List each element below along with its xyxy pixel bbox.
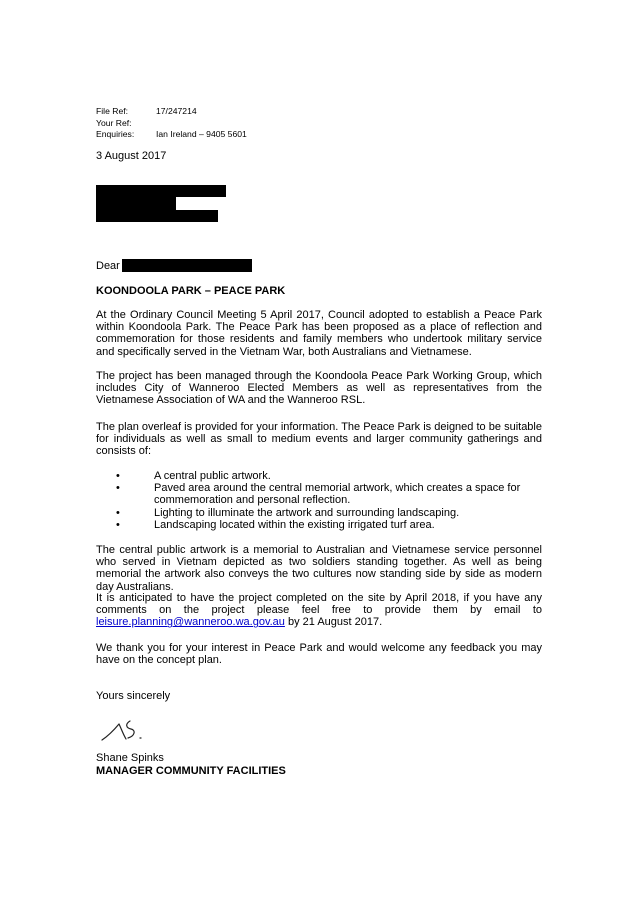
list-item xyxy=(96,507,542,519)
your-ref-label: Your Ref: xyxy=(96,117,132,128)
redacted-address-line-1 xyxy=(96,185,226,197)
salutation: Dear xyxy=(96,260,120,272)
bullet-icon: • xyxy=(116,506,120,519)
reference-block xyxy=(96,106,247,141)
signature-image xyxy=(100,712,160,746)
file-ref-row xyxy=(96,106,247,118)
list-item xyxy=(96,482,542,506)
paragraph-thanks: We thank you for your interest in Peace Park and would welcome any feedback you may have on the concept plan. xyxy=(96,642,542,667)
letter-heading: KOONDOOLA PARK – PEACE PARK xyxy=(96,285,286,297)
closing-phrase: Yours sincerely xyxy=(96,690,171,702)
completion-text: It is anticipated to have the project completed on the site by April 2018, if you have any comments on the project please feel free to provide them by email to xyxy=(96,592,542,617)
list-item-text: Paved area around the central memorial artwork, which creates a space for commemoration and personal reflection. xyxy=(154,482,521,507)
your-ref-row xyxy=(96,118,247,130)
paragraph-artwork: The central public artwork is a memorial to Australian and Vietnamese service personnel who served in Vietnam depicted as two soldiers standing together. As well as being memorial the artwork also conveys the two cultures now standing side by side as modern day Australians. xyxy=(96,544,542,593)
enquiries-value: Ian Ireland – 9405 5601 xyxy=(156,129,247,139)
list-item xyxy=(96,519,542,531)
enquiries-row xyxy=(96,129,247,141)
enquiries-label: Enquiries: xyxy=(96,129,135,139)
file-ref-label: File Ref: xyxy=(96,106,128,116)
feedback-email-link[interactable]: leisure.planning@wanneroo.wa.gov.au xyxy=(96,616,285,629)
list-item-text: Landscaping located within the existing irrigated turf area. xyxy=(154,518,435,531)
letter-date: 3 August 2017 xyxy=(96,150,167,162)
signer-title: MANAGER COMMUNITY FACILITIES xyxy=(96,765,286,777)
features-list xyxy=(96,470,542,531)
deadline-text: by 21 August 2017. xyxy=(287,616,383,629)
paragraph-plan: The plan overleaf is provided for your information. The Peace Park is deigned to be suitable for individuals as well as small to medium events and larger community gatherings and consists of: xyxy=(96,421,542,458)
paragraph-working-group: The project has been managed through the Koondoola Peace Park Working Group, which includes City of Wanneroo Elected Members as well as representatives from the Vietnamese Association of WA and the Wanneroo RSL. xyxy=(96,370,542,407)
list-item xyxy=(96,470,542,482)
list-item-text: Lighting to illuminate the artwork and surrounding landscaping. xyxy=(154,506,460,519)
paragraph-meeting: At the Ordinary Council Meeting 5 April 2017, Council adopted to establish a Peace Park within Koondoola Park. The Peace Park has been proposed as a place of reflection and commemoration for those residents and family members who undertook military service and specifically served in the Vietnam War, both Australians and Vietnamese. xyxy=(96,309,542,358)
bullet-icon: • xyxy=(116,482,120,495)
file-ref-value: 17/247214 xyxy=(156,106,197,116)
bullet-icon: • xyxy=(116,470,120,482)
list-item-text: A central public artwork. xyxy=(154,470,271,482)
paragraph-completion xyxy=(96,592,542,629)
signer-name: Shane Spinks xyxy=(96,752,164,764)
redacted-address-line-2 xyxy=(96,197,176,210)
bullet-icon: • xyxy=(116,518,120,531)
redacted-address-line-3 xyxy=(96,210,218,222)
redacted-recipient-name xyxy=(122,259,252,272)
